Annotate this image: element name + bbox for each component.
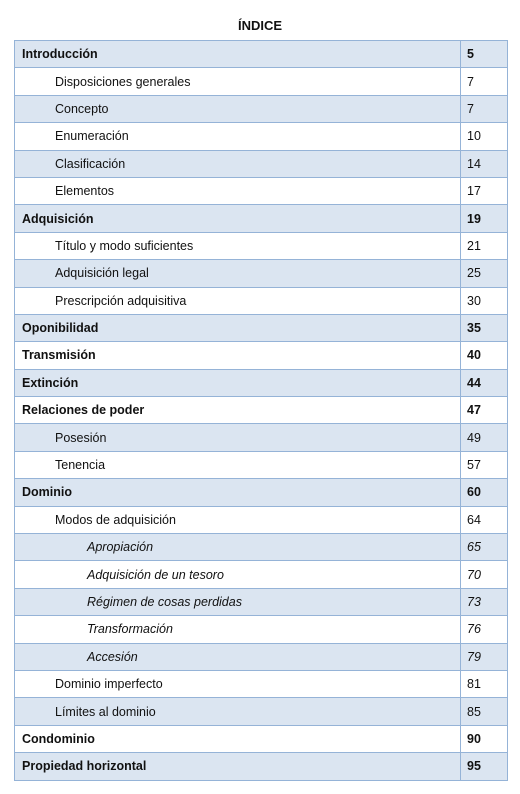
toc-entry-label: Concepto [15,95,461,122]
toc-entry-label: Elementos [15,177,461,204]
toc-page-number: 65 [461,534,508,561]
toc-entry-label: Tenencia [15,451,461,478]
toc-entry-label: Límites al dominio [15,698,461,725]
toc-page-number: 5 [461,41,508,68]
toc-page-number: 10 [461,123,508,150]
toc-entry-label: Propiedad horizontal [15,753,461,780]
toc-row [15,506,508,533]
toc-entry-label: Dominio imperfecto [15,670,461,697]
toc-row [15,616,508,643]
toc-page-number: 44 [461,369,508,396]
toc-entry-label: Introducción [15,41,461,68]
toc-row [15,150,508,177]
toc-row [15,588,508,615]
toc-entry-label: Accesión [15,643,461,670]
toc-entry-label: Dominio [15,479,461,506]
table-of-contents [14,40,508,781]
toc-entry-label: Relaciones de poder [15,397,461,424]
toc-entry-label: Transmisión [15,342,461,369]
toc-page-number: 30 [461,287,508,314]
toc-row [15,670,508,697]
toc-entry-label: Extinción [15,369,461,396]
toc-entry-label: Adquisición de un tesoro [15,561,461,588]
toc-row [15,342,508,369]
toc-page-number: 79 [461,643,508,670]
toc-row [15,451,508,478]
toc-body [15,41,508,781]
toc-row [15,725,508,752]
toc-entry-label: Posesión [15,424,461,451]
toc-row [15,232,508,259]
toc-row [15,95,508,122]
toc-page-number: 35 [461,314,508,341]
toc-row [15,534,508,561]
toc-entry-label: Apropiación [15,534,461,561]
toc-row [15,260,508,287]
toc-entry-label: Prescripción adquisitiva [15,287,461,314]
toc-entry-label: Enumeración [15,123,461,150]
toc-entry-label: Condominio [15,725,461,752]
toc-page-number: 90 [461,725,508,752]
toc-page-number: 19 [461,205,508,232]
toc-row [15,479,508,506]
toc-row [15,68,508,95]
toc-page-number: 85 [461,698,508,725]
toc-page-number: 76 [461,616,508,643]
toc-row [15,424,508,451]
toc-page-number: 17 [461,177,508,204]
toc-row [15,287,508,314]
toc-entry-label: Adquisición legal [15,260,461,287]
toc-entry-label: Disposiciones generales [15,68,461,95]
toc-row [15,643,508,670]
toc-row [15,369,508,396]
toc-page-number: 21 [461,232,508,259]
toc-row [15,561,508,588]
toc-entry-label: Título y modo suficientes [15,232,461,259]
toc-page-number: 25 [461,260,508,287]
toc-row [15,41,508,68]
toc-row [15,205,508,232]
toc-row [15,314,508,341]
toc-page-number: 95 [461,753,508,780]
toc-page-number: 81 [461,670,508,697]
toc-page-number: 14 [461,150,508,177]
toc-page-number: 64 [461,506,508,533]
toc-entry-label: Transformación [15,616,461,643]
toc-page-number: 40 [461,342,508,369]
toc-page-number: 7 [461,68,508,95]
toc-row [15,397,508,424]
toc-row [15,123,508,150]
toc-entry-label: Adquisición [15,205,461,232]
index-title: ÍNDICE [237,18,283,33]
toc-entry-label: Clasificación [15,150,461,177]
toc-row [15,698,508,725]
toc-entry-label: Modos de adquisición [15,506,461,533]
toc-page-number: 7 [461,95,508,122]
toc-page-number: 47 [461,397,508,424]
toc-page-number: 73 [461,588,508,615]
toc-entry-label: Régimen de cosas perdidas [15,588,461,615]
toc-row [15,753,508,780]
toc-page-number: 70 [461,561,508,588]
toc-page-number: 57 [461,451,508,478]
toc-entry-label: Oponibilidad [15,314,461,341]
toc-page-number: 60 [461,479,508,506]
toc-page-number: 49 [461,424,508,451]
toc-row [15,177,508,204]
